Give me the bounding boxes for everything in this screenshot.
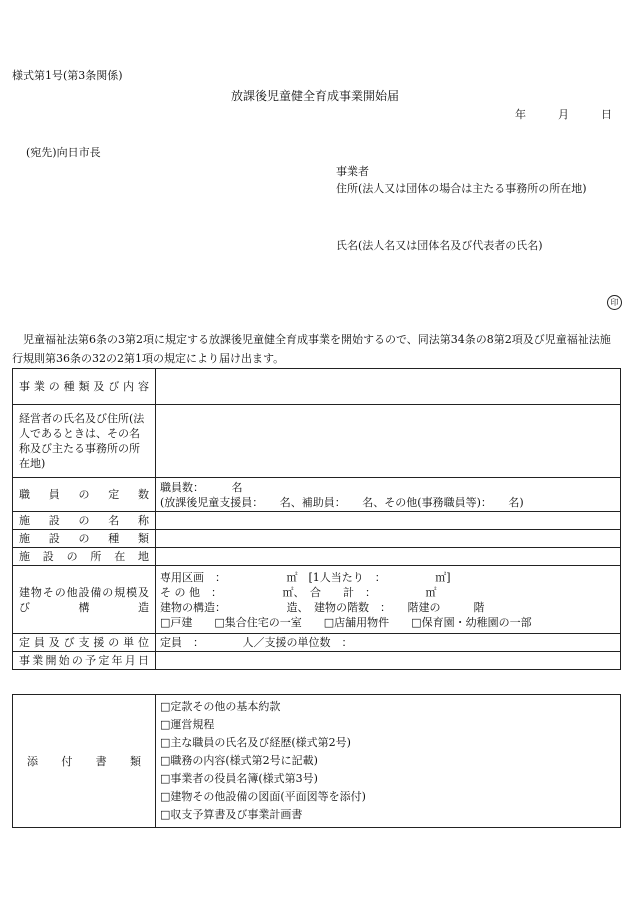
label-facility-type: 施設の種類 <box>13 530 156 548</box>
building-line-2: そ の 他 ： ㎡、 合 計 ： ㎡ <box>160 585 437 599</box>
attachment-item[interactable]: □建物その他設備の図面(平面図等を添付) <box>160 790 366 803</box>
attachment-item[interactable]: □主な職員の氏名及び経歴(様式第2号) <box>160 736 351 749</box>
date-line <box>483 108 612 122</box>
field-capacity[interactable]: 定員 ： 人／支援の単位数 ： <box>156 634 621 652</box>
label-building: 建物その他設備の規模及び構造 <box>13 566 156 634</box>
applicant-role: 事業者 <box>336 165 369 178</box>
row-operator <box>13 405 621 478</box>
attachment-item[interactable]: □収支予算書及び事業計画書 <box>160 808 303 821</box>
building-line-1: 専用区画 ： ㎡ [1人当たり ： ㎡] <box>160 570 451 584</box>
label-facility-location: 施設の所在地 <box>13 548 156 566</box>
attachment-item[interactable]: □事業者の役員名簿(様式第3号) <box>160 772 318 785</box>
field-operator[interactable] <box>156 405 621 478</box>
date-month: 月 <box>558 108 569 121</box>
label-capacity: 定員及び支援の単位 <box>13 634 156 652</box>
field-building[interactable] <box>156 566 621 634</box>
application-table <box>12 368 621 670</box>
label-business-type: 事業の種類及び内容 <box>13 369 156 405</box>
row-staff <box>13 478 621 512</box>
staff-line-2: (放課後児童支援員： 名、補助員： 名、その他(事務職員等)： 名) <box>160 495 524 509</box>
field-staff[interactable] <box>156 478 621 512</box>
staff-line-1: 職員数： 名 <box>160 480 243 494</box>
attachments-list <box>156 695 621 828</box>
building-line-4: □戸建 □集合住宅の一室 □店舗用物件 □保育園・幼稚園の一部 <box>160 615 532 629</box>
label-operator: 経営者の氏名及び住所(法人であるときは、その名称及び主たる事務所の所在地) <box>13 405 156 478</box>
row-facility-type <box>13 530 621 548</box>
row-start-date <box>13 652 621 670</box>
attachment-item[interactable]: □職務の内容(様式第2号に記載) <box>160 754 318 767</box>
building-line-3: 建物の構造： 造、 建物の階数 ： 階建の 階 <box>160 600 485 614</box>
addressee: (宛先)向日市長 <box>26 146 101 159</box>
date-year: 年 <box>515 108 526 121</box>
row-facility-name <box>13 512 621 530</box>
label-staff: 職員の定数 <box>13 478 156 512</box>
label-attachments: 添付書類 <box>13 695 156 828</box>
form-number-label: 様式第1号(第3条関係) <box>12 69 123 82</box>
attachment-item[interactable]: □定款その他の基本約款 <box>160 700 281 713</box>
row-attachments <box>13 695 621 828</box>
field-start-date[interactable] <box>156 652 621 670</box>
field-facility-name[interactable] <box>156 512 621 530</box>
field-facility-type[interactable] <box>156 530 621 548</box>
label-start-date: 事業開始の予定年月日 <box>13 652 156 670</box>
date-day: 日 <box>601 108 612 121</box>
field-facility-location[interactable] <box>156 548 621 566</box>
seal-mark: 印 <box>607 295 622 310</box>
applicant-address-label: 住所(法人又は団体の場合は主たる事務所の所在地) <box>336 182 587 195</box>
field-business-type[interactable] <box>156 369 621 405</box>
label-facility-name: 施設の名称 <box>13 512 156 530</box>
applicant-name-label: 氏名(法人名又は団体名及び代表者の氏名) <box>336 239 543 252</box>
row-building <box>13 566 621 634</box>
preamble-text: 児童福祉法第6条の3第2項に規定する放課後児童健全育成事業を開始するので、同法第34条の8第2項及び児童福祉法施行規則第36条の32の2第1項の規定により届け出ます。 <box>12 333 611 365</box>
row-facility-location <box>13 548 621 566</box>
row-business-type <box>13 369 621 405</box>
attachments-table <box>12 694 621 828</box>
row-capacity <box>13 634 621 652</box>
attachment-item[interactable]: □運営規程 <box>160 718 215 731</box>
document-title: 放課後児童健全育成事業開始届 <box>230 89 399 103</box>
